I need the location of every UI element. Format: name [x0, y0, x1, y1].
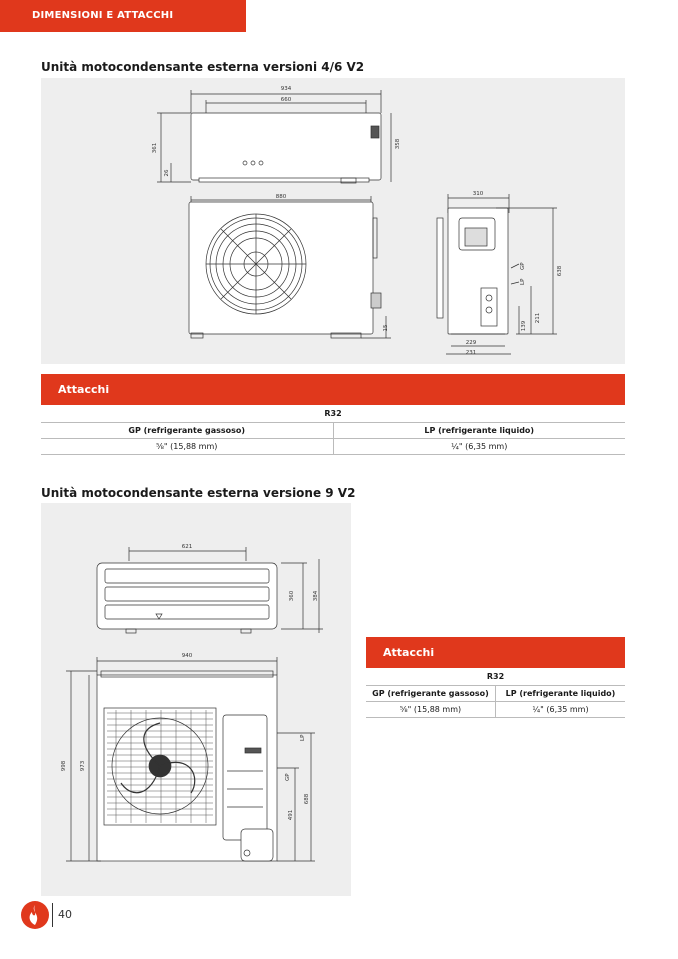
- dim-361: 361: [152, 142, 158, 154]
- dim-973: 973: [80, 760, 86, 772]
- dim-229: 229: [465, 340, 477, 346]
- label-lp-side: LP: [520, 278, 526, 285]
- lp-header-2: LP (refrigerante liquido): [505, 688, 616, 698]
- section2-drawing-panel: [41, 503, 351, 896]
- dim-384: 384: [313, 590, 319, 602]
- page-number: 40: [58, 908, 72, 921]
- dim-139: 139: [521, 320, 527, 332]
- section2-technical-drawing: [41, 503, 351, 896]
- dim-998: 998: [61, 760, 67, 772]
- dim-360: 360: [289, 590, 295, 602]
- label-gp-front: GP: [285, 773, 291, 781]
- label-lp-front: LP: [300, 734, 306, 741]
- dim-358: 358: [395, 138, 401, 150]
- footer-divider: [52, 903, 53, 927]
- dim-310: 310: [472, 191, 484, 197]
- dim-621: 621: [181, 544, 193, 550]
- attacchi-bar-1: Attacchi: [41, 374, 625, 405]
- dim-26: 26: [164, 169, 170, 177]
- gp-header-2: GP (refrigerante gassoso): [366, 685, 496, 701]
- dim-940: 940: [181, 653, 193, 659]
- gp-header-1: GP (refrigerante gassoso): [41, 422, 333, 438]
- lp-value-1: ¼" (6,35 mm): [451, 441, 508, 451]
- attacchi-table-1: [41, 405, 625, 455]
- dim-491: 491: [288, 809, 294, 821]
- section1-title: Unità motocondensante esterna versioni 4/6 V2: [41, 60, 365, 74]
- dim-880: 880: [275, 194, 287, 200]
- gp-value-2: ⅝" (15,88 mm): [366, 701, 496, 717]
- gp-value-1: ⅝" (15,88 mm): [41, 438, 333, 454]
- lp-header-1: LP (refrigerante liquido): [424, 425, 535, 435]
- dim-638: 638: [557, 265, 563, 277]
- refrigerant-label-2: R32: [486, 671, 505, 681]
- dim-688: 688: [304, 793, 310, 805]
- dim-211: 211: [535, 312, 541, 324]
- section2-title: Unità motocondensante esterna versione 9 V2: [41, 486, 356, 500]
- attacchi-table-2: [366, 668, 625, 718]
- section1-technical-drawing: [41, 78, 625, 364]
- dim-660: 660: [280, 97, 292, 103]
- section1-drawing-panel: [41, 78, 625, 364]
- refrigerant-label-1: R32: [324, 408, 342, 418]
- lp-value-2: ¼" (6,35 mm): [532, 704, 589, 714]
- section-header-tab: DIMENSIONI E ATTACCHI: [0, 0, 246, 32]
- dim-231: 231: [465, 350, 477, 356]
- flame-logo-icon: [20, 900, 50, 930]
- label-gp-side: GP: [520, 262, 526, 270]
- attacchi-bar-2: Attacchi: [366, 637, 625, 668]
- dim-934: 934: [280, 86, 292, 92]
- dim-15: 15: [383, 324, 389, 332]
